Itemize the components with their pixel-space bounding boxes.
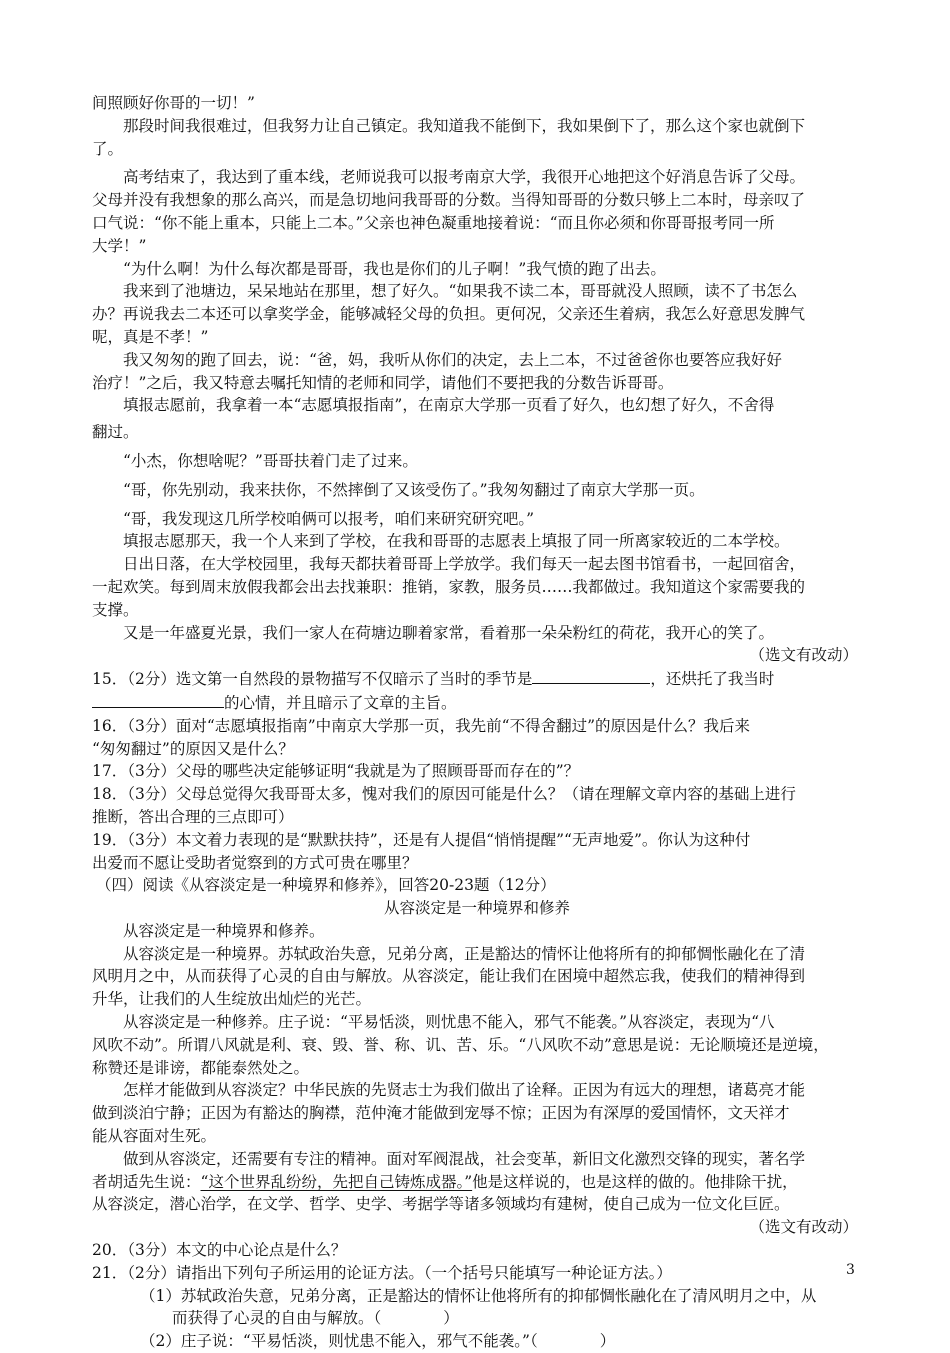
paragraph-line: 填报志愿前，我拿着一本“志愿填报指南”，在南京大学那一页看了好久，也幻想了好久，不舍得 [123,396,775,415]
paragraph-line: 间照顾好你哥的一切！” [92,94,255,112]
paragraph-line: 那段时间我很难过，但我努力让自己镇定。我知道我不能倒下，我如果倒下了，那么这个家也就倒下 [123,116,806,135]
question-text: 15．（2分）选文第一自然段的景物描写不仅暗示了当时的季节是 [92,670,533,689]
paragraph-line: 做到淡泊宁静；正因为有豁达的胸襟，范仲淹才能做到宠辱不惊；正因为有深厚的爱国情怀，文天祥才 [92,1104,790,1123]
paragraph-line: 怎样才能做到从容淡定？中华民族的先贤志士为我们做出了诠释。正因为有远大的理想，诸葛亮才能 [123,1081,806,1100]
question-21: 21．（2分）请指出下列句子所运用的论证方法。（一个括号只能填写一种论证方法。） [92,1263,672,1282]
paragraph-line: “小杰，你想啥呢？”哥哥扶着门走了过来。 [123,451,418,470]
page-number: 3 [846,1262,855,1278]
question-15-cont [92,691,862,715]
paragraph-line: 升华，让我们的人生绽放出灿烂的光芒。 [92,990,372,1009]
question-21-2: （2）庄子说：“平易恬淡，则忧患不能入，邪气不能袭。”（ ） [140,1332,616,1351]
paragraph-line: 大学！” [92,236,147,255]
paragraph-line: 日出日落，在大学校园里，我每天都扶着哥哥上学放学。我们每天一起去图书馆看书，一起回宿舍， [123,555,806,574]
paragraph-line: 称赞还是诽谤，都能泰然处之。 [92,1058,310,1077]
text-span: 者胡适先生说： [92,1172,201,1191]
question-21-1: （1）苏轼政治失意，兄弟分离，正是豁达的情怀让他将所有的抑郁惆怅融化在了清风明月之中，从 [140,1286,817,1305]
question-17: 17．（3分）父母的哪些决定能够证明“我就是为了照顾哥哥而存在的”？ [92,762,580,781]
questions-15-19 [92,667,862,874]
paragraph-line: 呢，真是不孝！” [92,327,209,346]
paragraph-line: 风吹不动”。所谓八风就是利、衰、毁、誉、称、讥、苦、乐。“八风吹不动”意思是说：无论顺境还是逆境， [92,1035,829,1054]
paragraph-line: 治疗！”之后，我又特意去嘱托知情的老师和同学，请他们不要把我的分数告诉哥哥。 [92,373,674,392]
answer-blank[interactable] [92,691,224,708]
paragraph-line [92,1171,862,1194]
paragraph-line: “哥，你先别动，我来扶你，不然摔倒了又该受伤了。”我匆匆翻过了南京大学那一页。 [123,480,705,499]
paragraph-line: 做到从容淡定，还需要有专注的精神。面对军阀混战，社会变革，新旧文化激烈交锋的现实，著名学 [123,1149,806,1168]
paragraph-line: “为什么啊！为什么每次都是哥哥，我也是你们的儿子啊！”我气愤的跑了出去。 [123,259,666,278]
paragraph-line: 风明月之中，从而获得了心灵的自由与解放。从容淡定，能让我们在困境中超然忘我，使我们的精神得到 [92,967,806,986]
paragraph-line: 一起欢笑。每到周末放假我都会出去找兼职：推销，家教，服务员……我都做过。我知道这个家需要我的 [92,577,806,596]
underlined-quote: “这个世界乱纷纷，先把自己铸炼成器。” [200,1172,473,1191]
paragraph-line: 翻过。 [92,423,139,442]
source-note: （选文有改动） [749,1218,858,1237]
paragraph-line: 从容淡定是一种修养。庄子说：“平易恬淡，则忧患不能入，邪气不能袭。”从容淡定，表现为“八 [123,1013,775,1032]
section-heading: （四）阅读《从容淡定是一种境界和修养》，回答20-23题（12分） [96,876,556,895]
paragraph-line: 我来到了池塘边，呆呆地站在那里，想了好久。“如果我不读二本，哥哥就没人照顾，读不了书怎么 [123,282,798,301]
question-16: 16．（3分）面对“志愿填报指南”中南京大学那一页，我先前“不得舍翻过”的原因是什么？我后来 [92,716,751,735]
question-20: 20．（3分）本文的中心论点是什么？ [92,1241,347,1260]
question-15 [92,667,862,691]
text-span: 他是这样说的，也是这样的做的。他排除干扰， [472,1172,798,1191]
source-note: （选文有改动） [749,646,858,665]
question-19: 19．（3分）本文着力表现的是“默默扶持”，还是有人提倡“悄悄提醒”“无声地爱”。你认为这种付 [92,830,751,849]
question-text: 的心情，并且暗示了文章的主旨。 [224,693,457,712]
paragraph-line: 我又匆匆的跑了回去，说：“爸，妈，我听从你们的决定，去上二本，不过爸爸你也要答应我好好 [123,350,782,369]
page-content [92,92,862,1353]
narrative-passage [92,92,862,667]
paragraph-line: 又是一年盛夏光景，我们一家人在荷塘边聊着家常，看着那一朵朵粉红的荷花，我开心的笑了。 [123,623,775,642]
questions-20-21 [92,1239,862,1353]
paragraph-line: 口气说：“你不能上重本，只能上二本。”父亲也神色凝重地接着说：“而且你必须和你哥哥报考同一所 [92,213,775,232]
paragraph-line: 办？再说我去二本还可以拿奖学金，能够减轻父母的负担。更何况，父亲还生着病，我怎么好意思发脾气 [92,305,806,324]
paragraph-line: 高考结束了，我达到了重本线，老师说我可以报考南京大学，我很开心地把这个好消息告诉了父母。 [123,168,806,187]
paragraph-line: “哥，我发现这几所学校咱俩可以报考，咱们来研究研究吧。” [123,509,535,528]
question-18-cont: 推断，答出合理的三点即可） [92,807,294,826]
paragraph-line: 从容淡定是一种境界。苏轼政治失意，兄弟分离，正是豁达的情怀让他将所有的抑郁惆怅融化在了清 [123,944,806,963]
question-21-1-cont: 而获得了心灵的自由与解放。（ ） [172,1309,459,1328]
question-text: ，还烘托了我当时 [650,670,775,689]
essay-title: 从容淡定是一种境界和修养 [383,899,570,918]
paragraph-line: 父母并没有我想象的那么高兴，而是急切地问我哥哥的分数。当得知哥哥的分数只够上二本时，母亲叹了 [92,191,806,210]
question-18: 18．（3分）父母总觉得欠我哥哥太多，愧对我们的原因可能是什么？（请在理解文章内容的基础上进行 [92,785,796,804]
paragraph-line: 能从容面对生死。 [92,1127,217,1146]
paragraph-line: 填报志愿那天，我一个人来到了学校，在我和哥哥的志愿表上填报了同一所离家较近的二本学校。 [123,532,790,551]
paragraph-line: 从容淡定是一种境界和修养。 [123,921,325,940]
paragraph-line: 支撑。 [92,600,139,619]
question-19-cont: 出爱而不愿让受助者觉察到的方式可贵在哪里？ [92,853,418,872]
paragraph-line: 从容淡定，潜心治学，在文学、哲学、史学、考据学等诸多领域均有建树，使自己成为一位文化巨匠。 [92,1195,790,1214]
section-4 [92,874,862,1239]
answer-blank[interactable] [532,667,650,684]
paragraph-line: 了。 [92,139,124,158]
question-16-cont: “匆匆翻过”的原因又是什么？ [92,739,294,758]
